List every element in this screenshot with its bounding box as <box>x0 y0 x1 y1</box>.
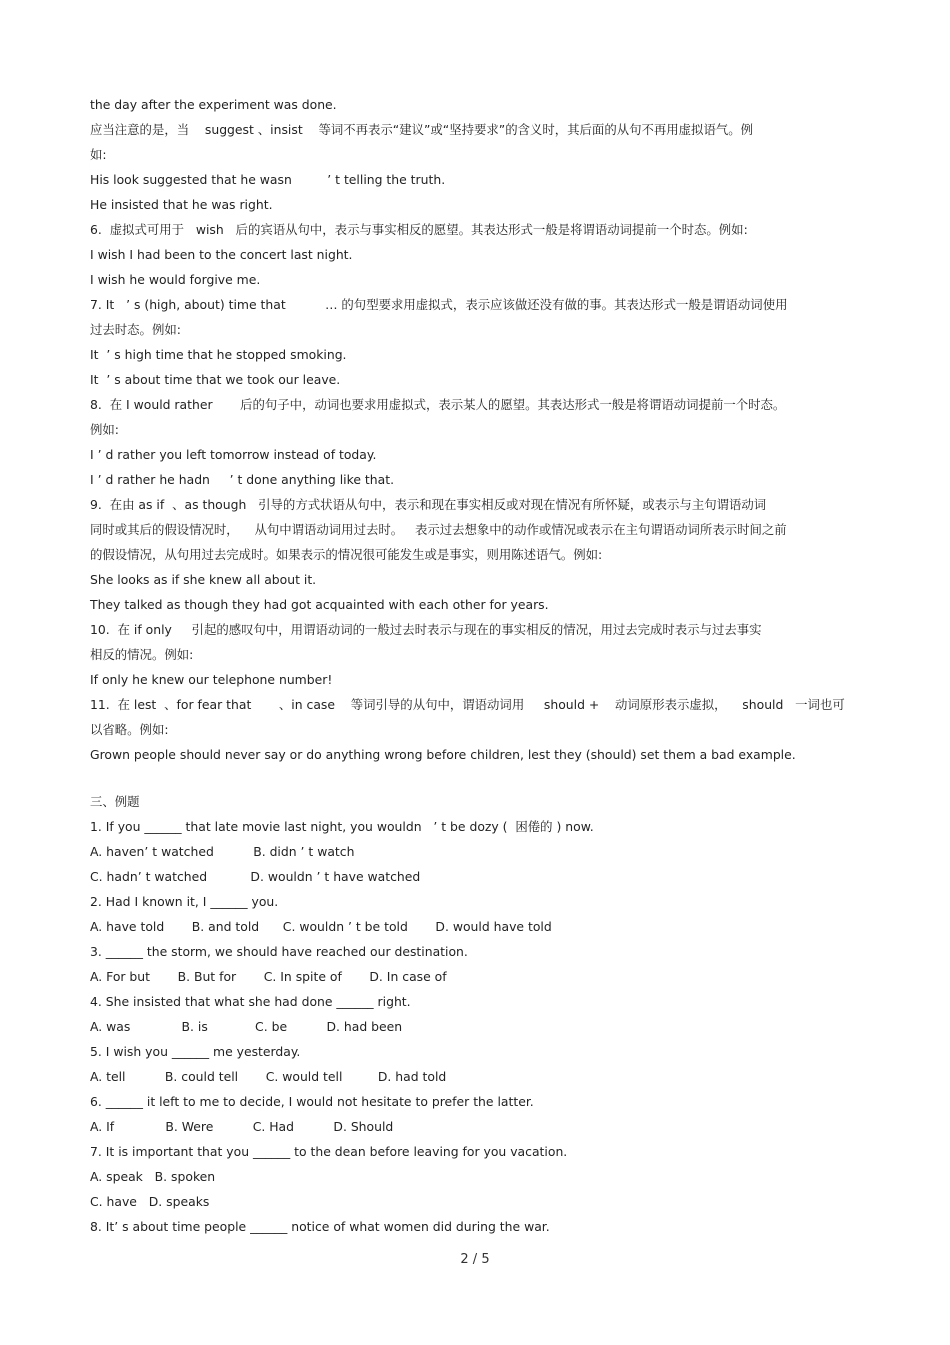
text-line: I wish I had been to the concert last night. <box>90 247 353 262</box>
text-line: 9. 在由 as if 、as though 引导的方式状语从句中，表示和现在事实相反或对现在情况有所怀疑，或表示与主句谓语动词 <box>90 497 767 512</box>
page-content <box>90 92 870 1239</box>
exercise-line: A. tell B. could tell C. would tell D. had told <box>90 1069 447 1084</box>
exercise-line: A. If B. Were C. Had D. Should <box>90 1119 394 1134</box>
text-line: I ’ d rather you left tomorrow instead of today. <box>90 447 377 462</box>
text-line: 的假设情况，从句用过去完成时。如果表示的情况很可能发生或是事实，则用陈述语气。例如: <box>90 547 603 562</box>
exercise-line: 7. It is important that you ______ to the dean before leaving for you vacation. <box>90 1144 568 1159</box>
text-line: He insisted that he was right. <box>90 197 273 212</box>
text-line: 相反的情况。例如: <box>90 647 194 662</box>
text-line: 6. 虚拟式可用于 wish 后的宾语从句中，表示与事实相反的愿望。其表达形式一般是将谓语动词提前一个时态。例如: <box>90 222 748 237</box>
text-line: It ’ s high time that he stopped smoking. <box>90 347 347 362</box>
text-line: 过去时态。例如: <box>90 322 181 337</box>
exercise-line: 8. It’ s about time people ______ notice of what women did during the war. <box>90 1219 550 1234</box>
text-line: 以省略。例如: <box>90 722 169 737</box>
exercise-line: 2. Had I known it, I ______ you. <box>90 894 279 909</box>
text-line: She looks as if she knew all about it. <box>90 572 317 587</box>
text-line: It ’ s about time that we took our leave. <box>90 372 341 387</box>
text-line: 8. 在 I would rather 后的句子中，动词也要求用虚拟式，表示某人的愿望。其表达形式一般是将谓语动词提前一个时态。 <box>90 397 786 412</box>
exercise-line: 5. I wish you ______ me yesterday. <box>90 1044 301 1059</box>
exercise-line: C. hadn’ t watched D. wouldn ’ t have watched <box>90 869 421 884</box>
exercise-line: C. have D. speaks <box>90 1194 210 1209</box>
exercise-line: A. haven’ t watched B. didn ’ t watch <box>90 844 355 859</box>
text-line: 如: <box>90 147 107 162</box>
grammar-notes <box>90 92 870 767</box>
page-number: 2 / 5 <box>460 1252 490 1267</box>
exercise-line: A. was B. is C. be D. had been <box>90 1019 403 1034</box>
text-line: They talked as though they had got acquainted with each other for years. <box>90 597 549 612</box>
text-line: 11. 在 lest 、for fear that 、in case 等词引导的从句中，谓语动词用 should + 动词原形表示虚拟， should 一词也可 <box>90 697 845 712</box>
exercise-list <box>90 814 870 1239</box>
exercise-line: 3. ______ the storm, we should have reached our destination. <box>90 944 468 959</box>
text-line: I ’ d rather he hadn ’ t done anything like that. <box>90 472 395 487</box>
text-line: 应当注意的是，当 suggest 、insist 等词不再表示“建议”或“坚持要求”的含义时，其后面的从句不再用虚拟语气。例 <box>90 122 754 137</box>
text-line: the day after the experiment was done. <box>90 97 337 112</box>
text-line: His look suggested that he wasn ’ t telling the truth. <box>90 172 446 187</box>
text-line: If only he knew our telephone number! <box>90 672 333 687</box>
exercise-line: A. For but B. But for C. In spite of D. In case of <box>90 969 447 984</box>
section-gap <box>90 767 870 789</box>
exercise-line: 6. ______ it left to me to decide, I would not hesitate to prefer the latter. <box>90 1094 534 1109</box>
text-line: 7. It ’ s (high, about) time that … 的句型要求用虚拟式，表示应该做还没有做的事。其表达形式一般是谓语动词使用 <box>90 297 788 312</box>
text-line: I wish he would forgive me. <box>90 272 261 287</box>
text-line: 10. 在 if only 引起的感叹句中，用谓语动词的一般过去时表示与现在的事实相反的情况，用过去完成时表示与过去事实 <box>90 622 762 637</box>
section-title: 三、例题 <box>90 794 140 809</box>
exercise-line: 1. If you ______ that late movie last night, you wouldn ’ t be dozy ( 困倦的 ) now. <box>90 819 594 834</box>
exercise-line: A. have told B. and told C. wouldn ’ t be told D. would have told <box>90 919 552 934</box>
exercise-line: 4. She insisted that what she had done ______ right. <box>90 994 411 1009</box>
text-line: 例如: <box>90 422 119 437</box>
text-line: Grown people should never say or do anything wrong before children, lest they (should) set them a bad example. <box>90 747 796 762</box>
exercise-line: A. speak B. spoken <box>90 1169 216 1184</box>
text-line: 同时或其后的假设情况时， 从句中谓语动词用过去时。 表示过去想象中的动作或情况或表示在主句谓语动词所表示时间之前 <box>90 522 787 537</box>
